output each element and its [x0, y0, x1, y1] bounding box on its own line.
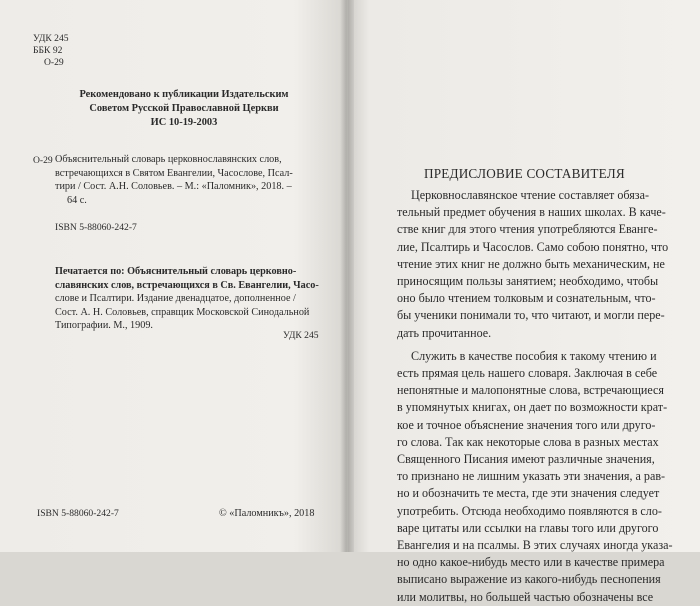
copyright-line: © «Паломникъ», 2018 — [219, 508, 315, 519]
udk-right-label: УДК 245 — [283, 330, 319, 341]
body-line: лие, Псалтирь и Часослов. Само собою понятно, что — [397, 239, 669, 254]
catalog-line: 64 с. — [67, 194, 87, 206]
isbn-bottom: ISBN 5-88060-242-7 — [37, 508, 119, 519]
body-line: употребить. Отсюда необходимо появляются в сло- — [397, 503, 662, 518]
body-line: есть прямая цель нашего словаря. Заключая в себе — [397, 366, 658, 381]
isbn-top: ISBN 5-88060-242-7 — [55, 222, 137, 233]
preface-heading: ПРЕДИСЛОВИЕ СОСТАВИТЕЛЯ — [424, 166, 625, 181]
recommendation-line: Советом Русской Православной Церкви — [89, 103, 279, 114]
body-line: Евангелия и на псалмы. В этих случаях иногда указа- — [397, 538, 673, 553]
body-line: Церковнославянское чтение составляет обяза- — [411, 188, 649, 202]
body-line: бы ученики понимали то, что читают, и могли пере- — [397, 308, 665, 323]
body-line: или молитвы, но большей частью обозначены все — [397, 589, 654, 604]
body-line: приносящим пользы занятием; необходимо, чтобы — [397, 274, 659, 289]
catalog-line: тири / Сост. А.Н. Соловьев. – М.: «Паломник», 2018. – — [55, 181, 292, 192]
udk-label: УДК 245 — [33, 33, 69, 44]
catalog-line: встречающихся в Святом Евангелии, Часослове, Псал- — [55, 167, 293, 179]
catalog-entry — [55, 153, 327, 207]
body-line: стве книг для этого чтения употребляются Еванге- — [397, 222, 658, 237]
preface-body — [397, 187, 673, 606]
body-line: варе цитаты или ссылки на главы того или другого — [397, 520, 659, 535]
body-line: Служить в качестве пособия к такому чтению и — [411, 348, 657, 363]
printed-line: Печатается по: Объяснительный словарь церковно- — [55, 266, 297, 277]
body-line: но одно какое-нибудь место или в качестве примера — [397, 555, 665, 570]
body-line: го слова. Так как некоторые слова в разных местах — [397, 434, 659, 449]
body-line: но и обозначить те места, где эти значения следует — [397, 486, 660, 501]
recommendation-line: Рекомендовано к публикации Издательским — [79, 89, 289, 100]
body-line: оно было чтением толковым и сознательным, что- — [397, 291, 656, 306]
catalog-code: О-29 — [33, 155, 53, 166]
body-line: тельный предмет обучения в наших школах. В каче- — [397, 205, 666, 220]
body-line: выписано выражение из какого-нибудь песнопения — [397, 572, 661, 587]
printed-line: Типографии. М., 1909. — [55, 320, 153, 331]
body-line: кое и точное объяснение значения того или друго- — [397, 417, 656, 432]
body-line: чтение этих книг не должно быть механическим, не — [397, 256, 665, 271]
body-line: дать прочитанное. — [397, 325, 492, 340]
printed-from-block — [55, 265, 327, 333]
bbk-label: ББК 92 — [33, 45, 63, 56]
recommendation-line: ИС 10-19-2003 — [150, 117, 218, 128]
book-spine-gutter — [340, 0, 354, 552]
printed-line: славянских слов, встречающихся в Св. Евангелии, Часо- — [55, 279, 319, 291]
body-line: в упомянутых книгах, он дает по возможности крат- — [397, 400, 668, 415]
author-code: О-29 — [44, 57, 64, 68]
printed-line: Сост. А. Н. Соловьев, справщик Московской Синодальной — [55, 306, 310, 318]
body-line: то признано не лишним указать эти значения, а рав- — [397, 469, 666, 484]
printed-line: слове и Псалтири. Издание двенадцатое, дополненное / — [55, 293, 296, 304]
body-line: непонятные и малопонятные слова, встречающиеся — [397, 383, 664, 398]
recommendation-block — [68, 88, 300, 130]
catalog-line: Объяснительный словарь церковнославянских слов, — [55, 154, 282, 165]
body-line: Священного Писания имеют различные значения, — [397, 452, 655, 467]
